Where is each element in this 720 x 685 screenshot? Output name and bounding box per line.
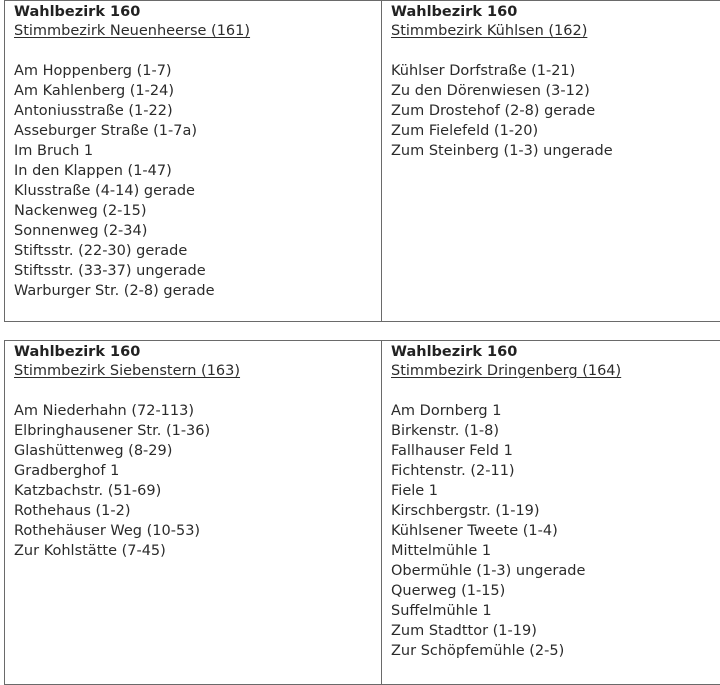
district-cell-siebenstern	[5, 341, 382, 684]
street-item: Suffelmühle 1	[391, 603, 492, 619]
street-list	[391, 61, 720, 161]
district-cell-neuenheerse	[5, 1, 382, 321]
wahlbezirk-heading: Wahlbezirk 160	[14, 344, 141, 360]
street-item: Stiftsstr. (33-37) ungerade	[14, 263, 206, 279]
stimmbezirk-heading: Stimmbezirk Siebenstern (163)	[14, 363, 241, 379]
street-item: Fichtenstr. (2-11)	[391, 463, 515, 479]
street-item: Rothehaus (1-2)	[14, 503, 131, 519]
street-list	[391, 401, 720, 661]
district-cell-kuehlsen	[382, 1, 720, 321]
street-item: Glashüttenweg (8-29)	[14, 443, 173, 459]
street-item: Rothehäuser Weg (10-53)	[14, 523, 201, 539]
street-item: Fallhauser Feld 1	[391, 443, 513, 459]
street-list	[14, 61, 381, 301]
street-item: In den Klappen (1-47)	[14, 163, 172, 179]
street-item: Gradberghof 1	[14, 463, 120, 479]
street-item: Klusstraße (4-14) gerade	[14, 183, 195, 199]
wahlbezirk-heading: Wahlbezirk 160	[391, 344, 518, 360]
street-item: Am Dornberg 1	[391, 403, 502, 419]
street-item: Katzbachstr. (51-69)	[14, 483, 162, 499]
street-item: Kühlser Dorfstraße (1-21)	[391, 63, 576, 79]
district-cell-dringenberg	[382, 341, 720, 684]
street-list	[14, 401, 381, 561]
street-item: Am Hoppenberg (1-7)	[14, 63, 172, 79]
street-item: Zum Fielefeld (1-20)	[391, 123, 539, 139]
street-item: Sonnenweg (2-34)	[14, 223, 148, 239]
street-item: Elbringhausener Str. (1-36)	[14, 423, 211, 439]
street-item: Warburger Str. (2-8) gerade	[14, 283, 215, 299]
street-item: Zu den Dörenwiesen (3-12)	[391, 83, 590, 99]
stimmbezirk-heading: Stimmbezirk Kühlsen (162)	[391, 23, 588, 39]
district-table-top	[4, 0, 720, 322]
street-item: Zur Schöpfemühle (2-5)	[391, 643, 565, 659]
street-item: Am Kahlenberg (1-24)	[14, 83, 174, 99]
street-item: Zum Stadttor (1-19)	[391, 623, 537, 639]
street-item: Zum Drostehof (2-8) gerade	[391, 103, 596, 119]
street-item: Obermühle (1-3) ungerade	[391, 563, 586, 579]
stimmbezirk-heading: Stimmbezirk Dringenberg (164)	[391, 363, 622, 379]
street-item: Asseburger Straße (1-7a)	[14, 123, 198, 139]
street-item: Nackenweg (2-15)	[14, 203, 147, 219]
stimmbezirk-heading: Stimmbezirk Neuenheerse (161)	[14, 23, 251, 39]
street-item: Antoniusstraße (1-22)	[14, 103, 173, 119]
street-item: Querweg (1-15)	[391, 583, 506, 599]
street-item: Birkenstr. (1-8)	[391, 423, 500, 439]
street-item: Zum Steinberg (1-3) ungerade	[391, 143, 613, 159]
street-item: Fiele 1	[391, 483, 439, 499]
street-item: Kirschbergstr. (1-19)	[391, 503, 540, 519]
wahlbezirk-heading: Wahlbezirk 160	[391, 4, 518, 20]
district-table-bottom	[4, 340, 720, 685]
street-item: Stiftsstr. (22-30) gerade	[14, 243, 188, 259]
street-item: Im Bruch 1	[14, 143, 94, 159]
street-item: Kühlsener Tweete (1-4)	[391, 523, 558, 539]
street-item: Zur Kohlstätte (7-45)	[14, 543, 166, 559]
wahlbezirk-heading: Wahlbezirk 160	[14, 4, 141, 20]
street-item: Mittelmühle 1	[391, 543, 492, 559]
street-item: Am Niederhahn (72-113)	[14, 403, 195, 419]
